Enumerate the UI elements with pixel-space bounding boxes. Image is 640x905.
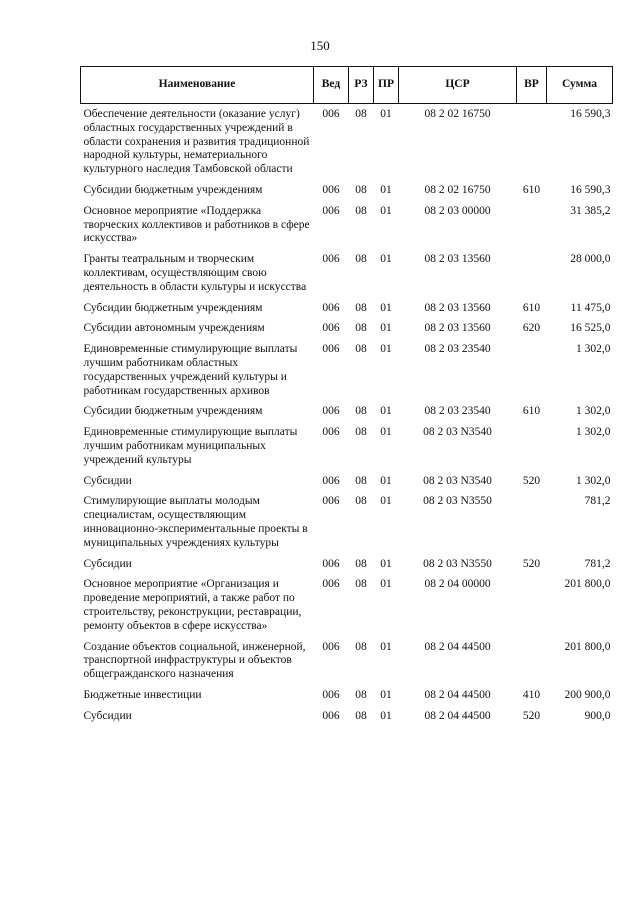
table-body bbox=[81, 104, 613, 728]
cell-rz: 08 bbox=[355, 474, 367, 487]
cell-ved: 006 bbox=[322, 709, 340, 722]
header-rz: РЗ bbox=[349, 67, 374, 104]
table-row bbox=[81, 319, 613, 340]
cell-ved: 006 bbox=[322, 688, 340, 701]
cell-vr bbox=[517, 202, 547, 250]
cell-ved: 006 bbox=[322, 343, 340, 356]
cell-pr: 01 bbox=[380, 322, 392, 335]
cell-ved: 006 bbox=[322, 426, 340, 439]
cell-csr: 08 2 03 N3550 bbox=[423, 495, 492, 508]
cell-ved: 006 bbox=[322, 183, 340, 196]
cell-rz: 08 bbox=[355, 108, 367, 120]
cell-rz: 08 bbox=[355, 495, 367, 508]
cell-vr bbox=[517, 575, 547, 637]
cell-pr: 01 bbox=[380, 709, 392, 722]
table-row bbox=[81, 686, 613, 707]
cell-vr: 410 bbox=[522, 688, 541, 701]
table-row bbox=[81, 402, 613, 423]
header-csr: ЦСР bbox=[399, 67, 517, 104]
cell-rz: 08 bbox=[355, 322, 367, 335]
cell-pr: 01 bbox=[380, 183, 392, 196]
header-ved: Вед bbox=[314, 67, 349, 104]
cell-pr: 01 bbox=[380, 108, 392, 120]
cell-name: Основное мероприятие «Поддержка творческих коллективов и работников в сфере искусства» bbox=[83, 204, 310, 245]
cell-name: Стимулирующие выплаты молодым специалистам, осуществляющим инновационно-экспериментальные проекты в муниципальных учреждениях культуры bbox=[83, 495, 308, 549]
cell-ved: 006 bbox=[322, 578, 340, 591]
cell-vr: 520 bbox=[522, 557, 541, 570]
cell-name: Создание объектов социальной, инженерной, транспортной инфраструктуры и объектов общегражданского назначения bbox=[83, 640, 306, 681]
page-number: 150 bbox=[310, 38, 330, 53]
table-row bbox=[81, 423, 613, 471]
cell-sum: 1 302,0 bbox=[576, 426, 611, 439]
cell-rz: 08 bbox=[355, 204, 367, 217]
cell-ved: 006 bbox=[322, 557, 340, 570]
cell-csr: 08 2 03 13560 bbox=[424, 301, 491, 314]
table-row bbox=[81, 575, 613, 637]
cell-name: Единовременные стимулирующие выплаты лучшим работникам областных государственных учреждений культуры и работникам государственных архивов bbox=[83, 343, 298, 397]
table-row bbox=[81, 104, 613, 181]
cell-rz: 08 bbox=[355, 405, 367, 418]
table-header-row bbox=[81, 67, 613, 104]
cell-csr: 08 2 04 44500 bbox=[424, 709, 491, 722]
cell-rz: 08 bbox=[355, 688, 367, 701]
cell-sum: 31 385,2 bbox=[570, 204, 611, 217]
header-sum: Сумма bbox=[547, 67, 613, 104]
cell-ved: 006 bbox=[322, 640, 340, 653]
cell-sum: 200 900,0 bbox=[564, 688, 611, 701]
cell-name: Бюджетные инвестиции bbox=[83, 688, 202, 701]
cell-name: Субсидии бюджетным учреждениям bbox=[83, 405, 263, 418]
cell-sum: 28 000,0 bbox=[570, 253, 611, 266]
cell-rz: 08 bbox=[355, 343, 367, 356]
table-row bbox=[81, 250, 613, 298]
cell-csr: 08 2 04 00000 bbox=[424, 578, 491, 591]
cell-csr: 08 2 03 23540 bbox=[424, 405, 491, 418]
cell-vr: 620 bbox=[522, 322, 541, 335]
cell-name: Субсидии бюджетным учреждениям bbox=[83, 301, 263, 314]
table-row bbox=[81, 555, 613, 576]
cell-rz: 08 bbox=[355, 253, 367, 266]
cell-pr: 01 bbox=[380, 301, 392, 314]
cell-csr: 08 2 03 23540 bbox=[424, 343, 491, 356]
cell-sum: 1 302,0 bbox=[576, 343, 611, 356]
cell-csr: 08 2 02 16750 bbox=[424, 183, 491, 196]
cell-vr bbox=[517, 104, 547, 181]
cell-sum: 900,0 bbox=[584, 709, 611, 722]
header-pr: ПР bbox=[374, 67, 399, 104]
cell-name: Субсидии bbox=[83, 709, 132, 722]
cell-ved: 006 bbox=[322, 322, 340, 335]
cell-ved: 006 bbox=[322, 204, 340, 217]
cell-name: Основное мероприятие «Организация и проведение мероприятий, а также работ по строительству, реконструкции, реставрации, ремонту объектов в сфере искусства» bbox=[83, 578, 302, 632]
cell-ved: 006 bbox=[322, 495, 340, 508]
cell-sum: 1 302,0 bbox=[576, 405, 611, 418]
cell-vr: 610 bbox=[522, 183, 541, 196]
cell-csr: 08 2 03 N3540 bbox=[423, 426, 492, 439]
cell-rz: 08 bbox=[355, 301, 367, 314]
table-row bbox=[81, 299, 613, 320]
cell-ved: 006 bbox=[322, 405, 340, 418]
cell-vr bbox=[517, 340, 547, 402]
cell-sum: 781,2 bbox=[584, 557, 611, 570]
table-row bbox=[81, 707, 613, 728]
cell-ved: 006 bbox=[322, 108, 340, 120]
table-row bbox=[81, 472, 613, 493]
cell-vr: 610 bbox=[522, 301, 541, 314]
budget-table bbox=[80, 66, 613, 727]
cell-pr: 01 bbox=[380, 495, 392, 508]
table-row bbox=[81, 492, 613, 554]
cell-sum: 16 590,3 bbox=[570, 183, 611, 196]
cell-csr: 08 2 03 13560 bbox=[424, 322, 491, 335]
cell-name: Субсидии bbox=[83, 474, 132, 487]
cell-name: Субсидии автономным учреждениям bbox=[83, 322, 265, 335]
cell-csr: 08 2 03 00000 bbox=[424, 204, 491, 217]
cell-sum: 201 800,0 bbox=[564, 578, 611, 591]
cell-sum: 1 302,0 bbox=[576, 474, 611, 487]
cell-pr: 01 bbox=[380, 426, 392, 439]
cell-pr: 01 bbox=[380, 578, 392, 591]
cell-pr: 01 bbox=[380, 688, 392, 701]
cell-name: Субсидии bbox=[83, 557, 132, 570]
cell-ved: 006 bbox=[322, 301, 340, 314]
cell-csr: 08 2 03 N3550 bbox=[423, 557, 492, 570]
cell-csr: 08 2 02 16750 bbox=[424, 108, 491, 120]
cell-name: Единовременные стимулирующие выплаты лучшим работникам муниципальных учреждений культуры bbox=[83, 426, 298, 466]
cell-rz: 08 bbox=[355, 709, 367, 722]
cell-sum: 16 590,3 bbox=[570, 108, 611, 120]
cell-pr: 01 bbox=[380, 253, 392, 266]
cell-rz: 08 bbox=[355, 183, 367, 196]
cell-vr bbox=[517, 638, 547, 686]
cell-rz: 08 bbox=[355, 557, 367, 570]
cell-rz: 08 bbox=[355, 578, 367, 591]
cell-vr bbox=[517, 423, 547, 471]
table-row bbox=[81, 340, 613, 402]
cell-vr bbox=[517, 250, 547, 298]
cell-name: Обеспечение деятельности (оказание услуг) областных государственных учреждений в области сохранения и развития традиционной народной культуры, нематериального культурного наследия Тамбовской области bbox=[83, 108, 310, 176]
table-row bbox=[81, 202, 613, 250]
cell-name: Гранты театральным и творческим коллективам, осуществляющим свою деятельность в области культуры и искусства bbox=[83, 253, 307, 293]
cell-sum: 201 800,0 bbox=[564, 640, 611, 653]
cell-pr: 01 bbox=[380, 557, 392, 570]
cell-csr: 08 2 04 44500 bbox=[424, 688, 491, 701]
cell-ved: 006 bbox=[322, 253, 340, 266]
cell-ved: 006 bbox=[322, 474, 340, 487]
cell-sum: 781,2 bbox=[584, 495, 611, 508]
cell-vr: 610 bbox=[522, 405, 541, 418]
cell-vr: 520 bbox=[522, 709, 541, 722]
cell-pr: 01 bbox=[380, 343, 392, 356]
cell-name: Субсидии бюджетным учреждениям bbox=[83, 183, 263, 196]
cell-pr: 01 bbox=[380, 405, 392, 418]
cell-pr: 01 bbox=[380, 640, 392, 653]
cell-rz: 08 bbox=[355, 640, 367, 653]
cell-csr: 08 2 03 13560 bbox=[424, 253, 491, 266]
header-vr: ВР bbox=[517, 67, 547, 104]
table-row bbox=[81, 181, 613, 202]
table-row bbox=[81, 638, 613, 686]
cell-pr: 01 bbox=[380, 204, 392, 217]
cell-csr: 08 2 04 44500 bbox=[424, 640, 491, 653]
cell-pr: 01 bbox=[380, 474, 392, 487]
cell-csr: 08 2 03 N3540 bbox=[423, 474, 492, 487]
cell-vr bbox=[517, 492, 547, 554]
cell-vr: 520 bbox=[522, 474, 541, 487]
header-name: Наименование bbox=[81, 67, 314, 104]
cell-sum: 11 475,0 bbox=[570, 301, 611, 314]
cell-sum: 16 525,0 bbox=[570, 322, 611, 335]
cell-rz: 08 bbox=[355, 426, 367, 439]
